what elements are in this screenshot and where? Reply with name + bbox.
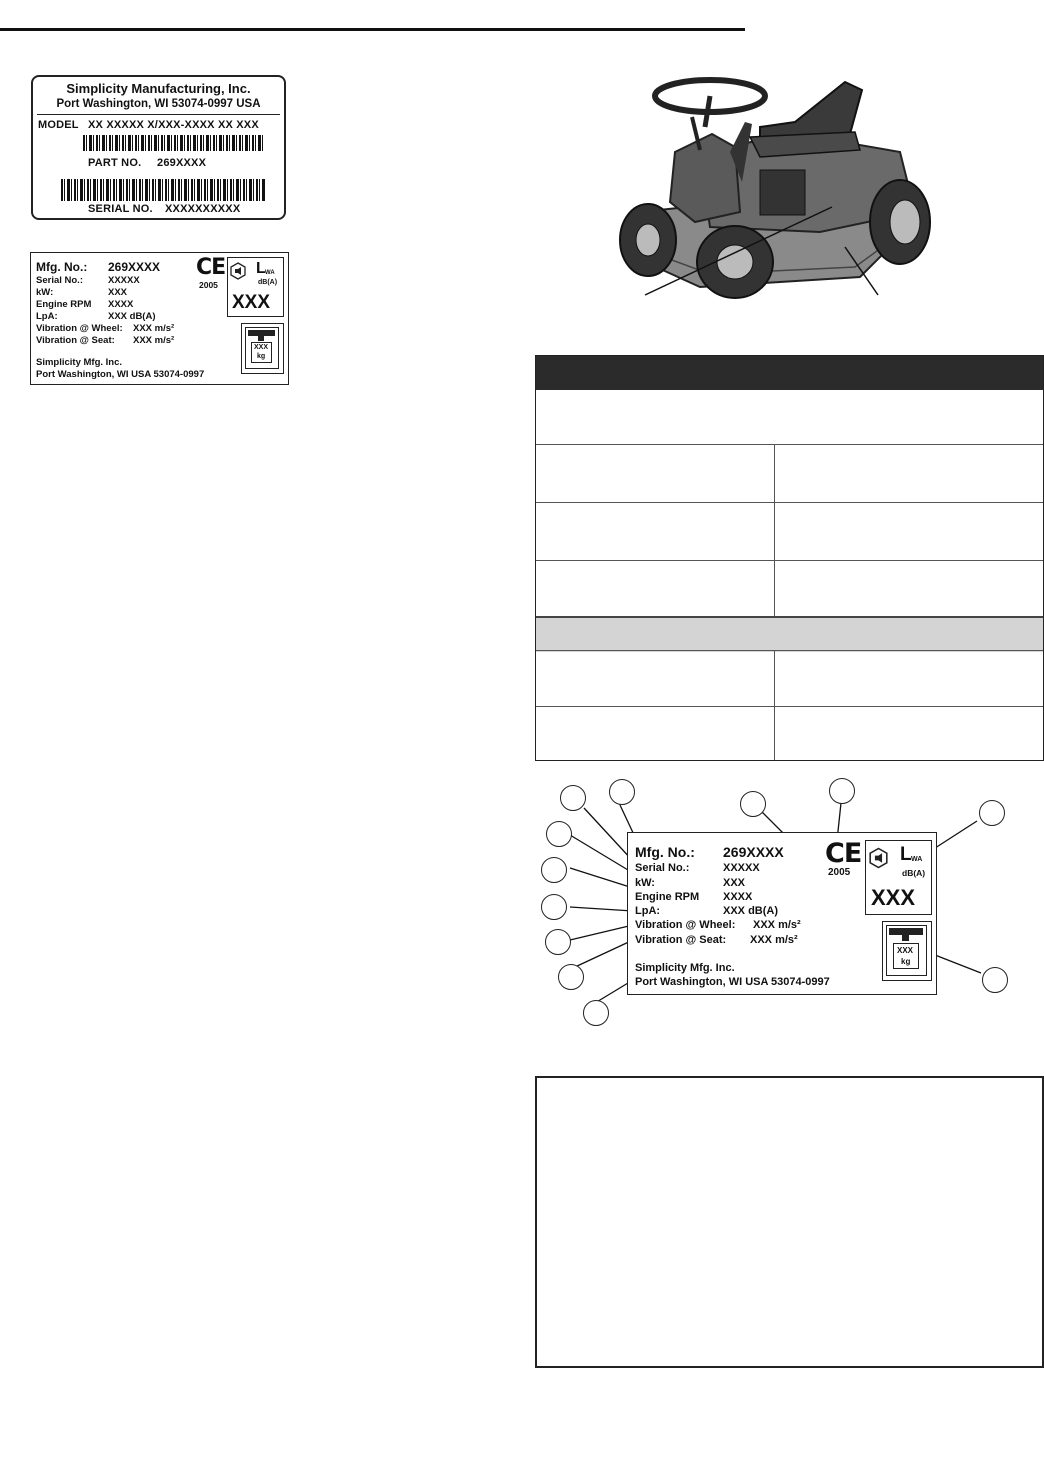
table-row [536, 706, 1043, 761]
sound-symbol: L [256, 260, 266, 277]
table-row [536, 390, 1043, 444]
callout-circle [609, 779, 635, 805]
mfg-value: 269XXXX [108, 260, 161, 274]
lpa-value: XXX dB(A) [723, 905, 778, 917]
ce-mark: CE [196, 255, 226, 280]
riding-mower-illustration [600, 62, 945, 302]
label-divider [37, 114, 280, 115]
serial-caption: Serial No.: [36, 275, 83, 286]
vib-seat-caption: Vibration @ Seat: [635, 934, 727, 946]
table-row [536, 560, 1043, 617]
maker: Simplicity Mfg. Inc. [635, 962, 735, 974]
callout-circle [546, 821, 572, 847]
column-divider [774, 650, 775, 760]
callout-circle [560, 785, 586, 811]
table-row [536, 650, 1043, 707]
kw-caption: kW: [635, 877, 655, 889]
mfg-value: 269XXXX [723, 844, 784, 860]
rpm-value: XXXX [723, 891, 753, 903]
mfg-caption: Mfg. No.: [36, 260, 88, 274]
ce-year: 2005 [828, 867, 851, 878]
model-value: XX XXXXX X/XXX-XXXX XX XXX [88, 119, 259, 131]
serial-barcode [61, 179, 265, 201]
model-caption: MODEL [38, 119, 79, 131]
rpm-caption: Engine RPM [36, 299, 92, 310]
callout-circle [541, 894, 567, 920]
sound-power-box [865, 840, 932, 915]
sound-power-box [227, 257, 284, 317]
label-company: Simplicity Manufacturing, Inc. [66, 81, 251, 96]
table-row [536, 502, 1043, 561]
sound-unit: dB(A) [902, 868, 926, 878]
label-address: Port Washington, WI 53074-0997 USA [56, 98, 261, 110]
vib-wheel-value: XXX m/s² [133, 323, 175, 334]
maker-address: Port Washington, WI USA 53074-0997 [635, 976, 830, 988]
mfg-caption: Mfg. No.: [635, 844, 695, 860]
serial-value: XXXXXXXXXX [165, 203, 241, 215]
table-row [536, 444, 1043, 503]
sound-symbol: L [900, 844, 912, 865]
mass-box [241, 323, 284, 374]
serial-value: XXXXX [108, 275, 140, 286]
sound-sub: WA [265, 270, 275, 276]
sound-value: XXX [871, 885, 916, 910]
top-rule [0, 28, 745, 31]
noise-icon [230, 262, 246, 280]
mass-unit: kg [257, 353, 266, 360]
kw-caption: kW: [36, 287, 54, 298]
column-divider [774, 444, 775, 616]
callout-circle [740, 791, 766, 817]
kw-value: XXX [108, 287, 128, 298]
mass-value: XXX [897, 946, 914, 955]
model-serial-label [31, 75, 286, 220]
part-value: 269XXXX [157, 157, 207, 169]
serial-caption: SERIAL NO. [88, 203, 153, 215]
callout-circle [541, 857, 567, 883]
callout-circle [829, 778, 855, 804]
notes-box [535, 1076, 1044, 1368]
vib-wheel-caption: Vibration @ Wheel: [635, 919, 736, 931]
ce-year: 2005 [199, 280, 218, 290]
maker-address: Port Washington, WI USA 53074-0997 [36, 369, 205, 380]
sound-unit: dB(A) [258, 279, 278, 286]
lpa-value: XXX dB(A) [108, 311, 156, 322]
table-header [536, 356, 1043, 390]
model-barcode [83, 135, 263, 151]
spec-table [535, 355, 1044, 761]
ce-mark: CE [825, 838, 862, 869]
vib-seat-value: XXX m/s² [133, 335, 175, 346]
mass-box [882, 921, 932, 981]
lpa-caption: LpA: [36, 311, 58, 322]
vib-seat-caption: Vibration @ Seat: [36, 335, 115, 346]
mass-value: XXX [254, 344, 269, 351]
sound-value: XXX [232, 292, 271, 313]
callout-circle [583, 1000, 609, 1026]
table-section-band [536, 616, 1043, 652]
ce-label-large [627, 832, 937, 995]
ce-label-small [30, 252, 289, 385]
kw-value: XXX [723, 877, 746, 889]
serial-value: XXXXX [723, 862, 760, 874]
callout-circle [979, 800, 1005, 826]
noise-icon [869, 847, 888, 869]
maker: Simplicity Mfg. Inc. [36, 357, 123, 368]
vib-wheel-caption: Vibration @ Wheel: [36, 323, 123, 334]
callout-circle [545, 929, 571, 955]
callout-circle [558, 964, 584, 990]
callout-circle [982, 967, 1008, 993]
serial-caption: Serial No.: [635, 862, 690, 874]
sound-sub: WA [911, 856, 923, 863]
vib-wheel-value: XXX m/s² [753, 919, 801, 931]
mass-unit: kg [901, 957, 911, 966]
rpm-value: XXXX [108, 299, 134, 310]
rpm-caption: Engine RPM [635, 891, 700, 903]
part-caption: PART NO. [88, 157, 142, 169]
lpa-caption: LpA: [635, 905, 661, 917]
vib-seat-value: XXX m/s² [750, 934, 798, 946]
